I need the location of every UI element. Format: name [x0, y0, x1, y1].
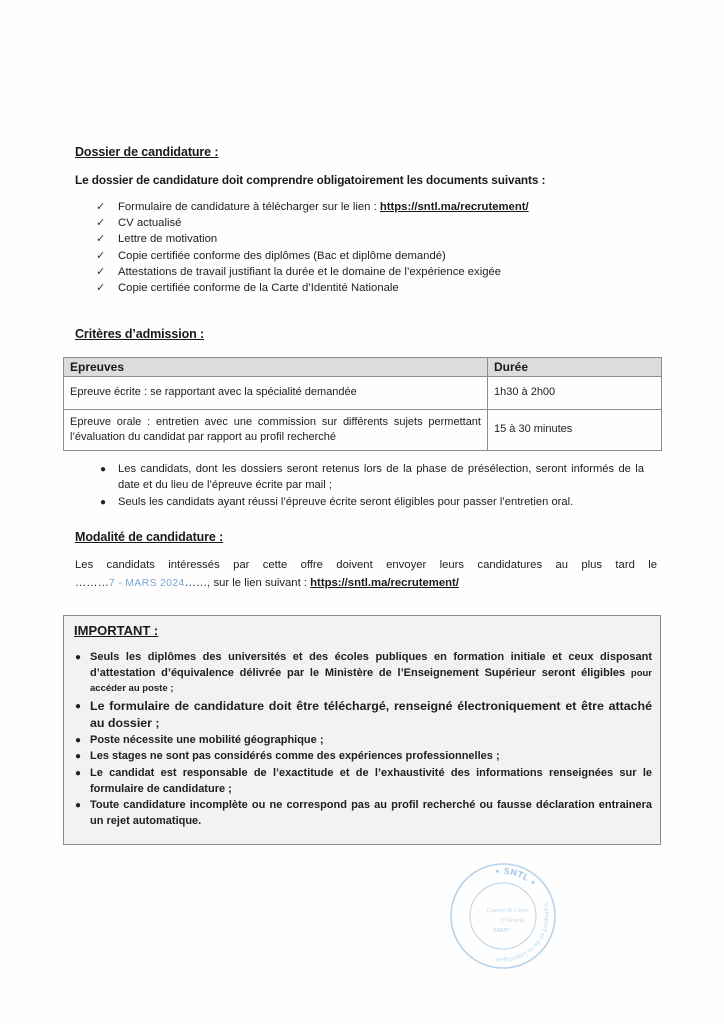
list-item: ● Les candidats, dont les dossiers seront retenus lors de la phase de présélection, seront informés de la date et du lieu de l’épreuve écrite par mail ; — [100, 463, 644, 491]
list-item: ✓ Copie certifiée conforme de la Carte d’Identité Nationale — [96, 280, 529, 296]
check-icon: ✓ — [96, 217, 106, 230]
check-icon: ✓ — [96, 282, 106, 295]
list-item: ● Le candidat est responsable de l’exactitude et de l’exhaustivité des informations renseignées sur le formulaire de candidature ; — [75, 766, 652, 795]
criteres-heading: Critères d’admission : — [75, 327, 205, 341]
check-icon: ✓ — [96, 201, 106, 213]
table-cell: Epreuve écrite : se rapportant avec la spécialité demandée — [64, 377, 488, 410]
list-item: ✓ Formulaire de candidature à télécharger sur le lien : https://sntl.ma/recrutement/ — [96, 199, 529, 215]
list-item: ● Le formulaire de candidature doit être téléchargé, renseigné électroniquement et être attaché au dossier ; — [75, 698, 652, 730]
criteria-table — [63, 357, 662, 451]
check-icon: ✓ — [96, 265, 106, 278]
dossier-heading: Dossier de candidature : — [75, 145, 219, 159]
list-item: ✓ Copie certifiée conforme des diplômes (Bac et diplôme demandé) — [96, 248, 529, 264]
column-header-epreuves: Epreuves — [64, 358, 488, 377]
recrutement-link-2[interactable]: https://sntl.ma/recrutement/ — [310, 577, 459, 589]
dossier-lead: Le dossier de candidature doit comprendre obligatoirement les documents suivants : — [75, 173, 546, 187]
bullet-icon: ● — [75, 767, 82, 779]
column-header-duree: Durée — [488, 358, 662, 377]
list-item: ✓ Attestations de travail justifiant la durée et le domaine de l’expérience exigée — [96, 264, 529, 280]
list-item: ● Poste nécessite une mobilité géographique ; — [74, 733, 652, 749]
svg-text:Transport et de la Logistique: Transport et de la Logistique — [495, 901, 551, 964]
bullet-icon: ● — [100, 497, 107, 509]
bullet-icon: ● — [75, 751, 82, 763]
modalite-line2: ………7 - MARS 2024……, sur le lien suivant : https://sntl.ma/recrutement/ — [75, 577, 459, 589]
svg-text:RABAT: RABAT — [493, 928, 510, 934]
table-row — [64, 377, 662, 410]
list-item: ✓ Lettre de motivation — [96, 231, 529, 247]
list-item: ● Toute candidature incomplète ou ne correspond pas au profil recherché ou fausse déclaration entrainera un rejet automatique. — [75, 799, 652, 827]
table-row — [64, 410, 662, 451]
list-item: ● Les stages ne sont pas considérés comme des expériences professionnelles ; — [74, 749, 652, 765]
documents-list — [96, 199, 529, 296]
svg-text:El Ghezal: El Ghezal — [501, 918, 525, 924]
recrutement-link[interactable]: https://sntl.ma/recrutement/ — [379, 201, 529, 213]
important-box — [63, 615, 661, 845]
svg-text:• SNTL •: • SNTL • — [494, 866, 538, 889]
bullet-icon: ● — [100, 464, 107, 475]
check-icon: ✓ — [96, 233, 106, 246]
svg-text:Chemin Al Cortis: Chemin Al Cortis — [487, 908, 529, 914]
bullet-icon: ● — [75, 700, 82, 712]
bullet-icon: ● — [75, 734, 82, 746]
check-icon: ✓ — [96, 249, 106, 262]
date-stamp: 7 - MARS 2024 — [108, 577, 185, 589]
criteres-notes — [96, 462, 644, 511]
list-item: ✓ CV actualisé — [96, 215, 529, 231]
sntl-stamp-icon — [449, 862, 557, 970]
important-list — [74, 650, 652, 830]
list-item: ● Seuls les candidats ayant réussi l’épreuve écrite seront éligibles pour passer l’entretien oral. — [96, 495, 644, 511]
modalite-line1: Les candidats intéressés par cette offre doivent envoyer leurs candidatures au plus tard le — [75, 559, 657, 571]
table-cell: Epreuve orale : entretien avec une commission sur différents sujets permettant l’évaluation du candidat par rapport au profil recherché — [64, 410, 488, 451]
important-title: IMPORTANT : — [74, 623, 159, 638]
modalite-heading: Modalité de candidature : — [75, 530, 224, 544]
bullet-icon: ● — [75, 800, 82, 812]
bullet-icon: ● — [75, 652, 82, 663]
table-cell: 1h30 à 2h00 — [488, 377, 662, 410]
table-cell: 15 à 30 minutes — [488, 410, 662, 451]
table-header-row — [64, 358, 662, 377]
list-item: ● Seuls les diplômes des universités et des écoles publiques en formation initiale et ceux disposant d’attestation d’équivalence délivrée par le Ministère de l’Enseignement Supérieur seront éligibles pour accéder au poste ; — [75, 651, 652, 695]
